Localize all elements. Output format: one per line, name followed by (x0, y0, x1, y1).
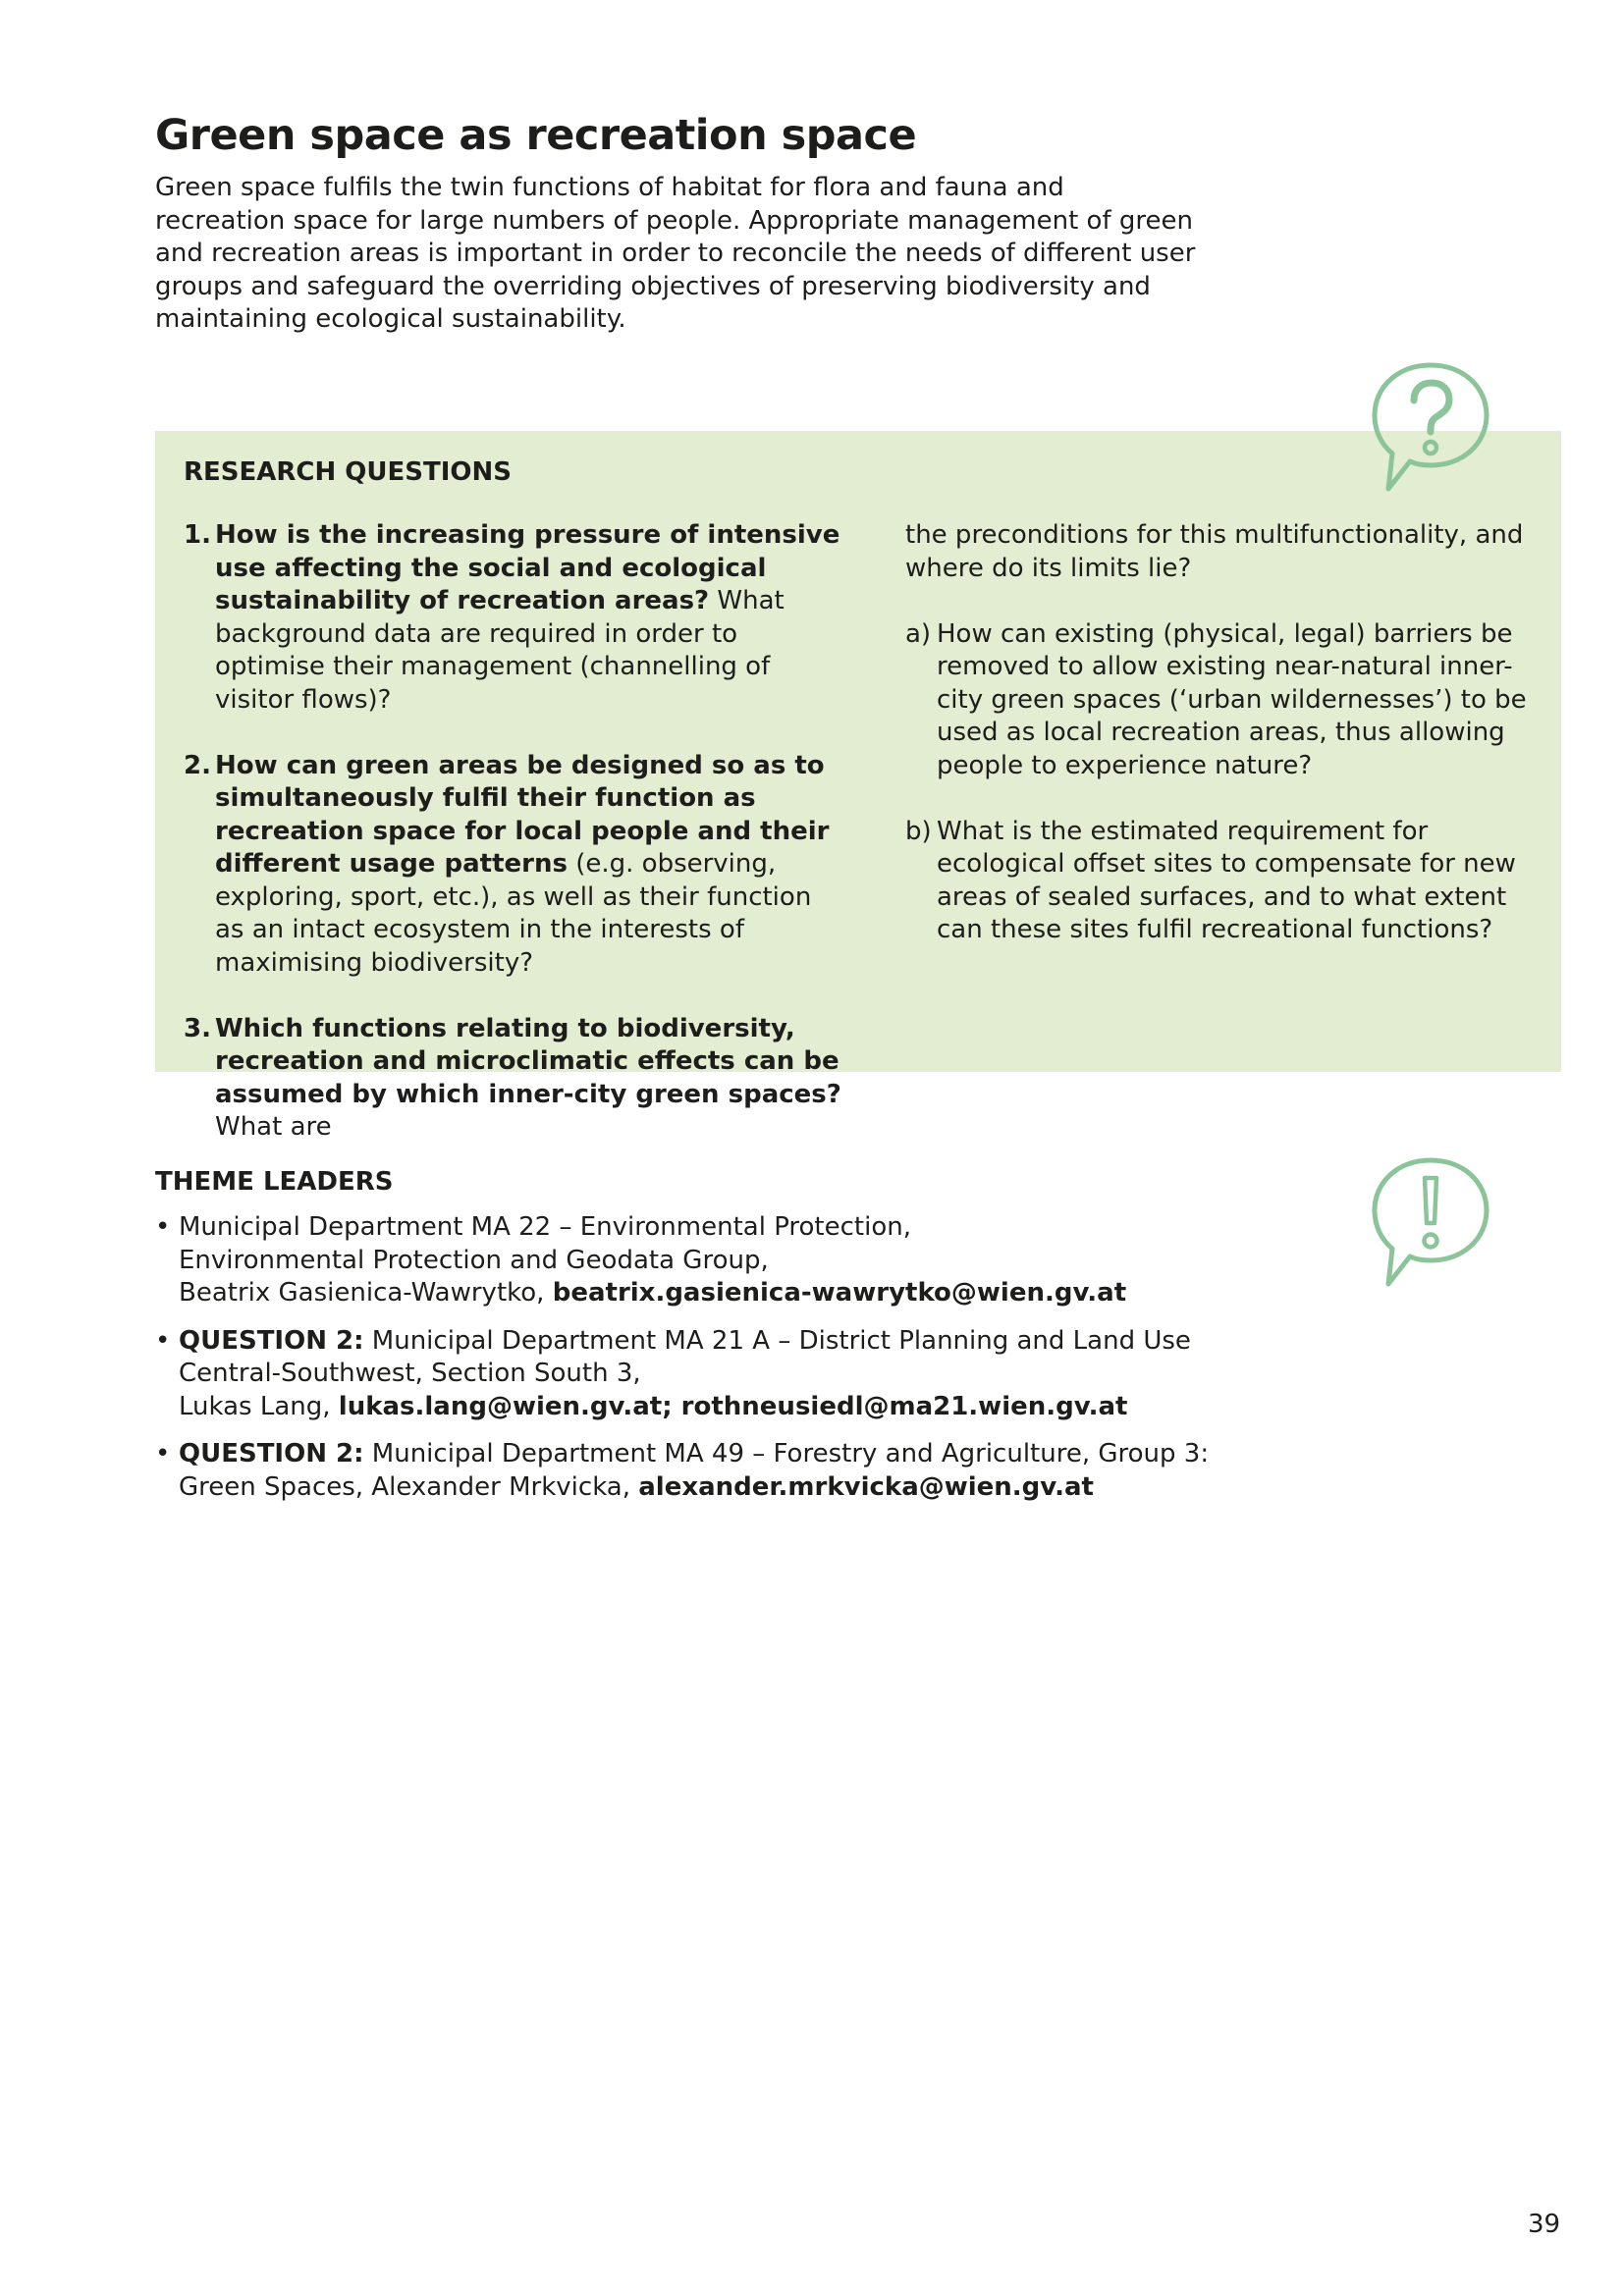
question-number: 1. (184, 520, 211, 550)
leader-line: Lukas Lang, (179, 1391, 339, 1421)
subquestion-text: How can existing (physical, legal) barriers be removed to allow existing near-natural inner-city green spaces (‘urban wildernesses’) to be used as local recreation areas, thus allowing people to experience nature? (937, 618, 1527, 780)
leader-line: Green Spaces, Alexander Mrkvicka, (179, 1471, 639, 1502)
leader-line: Environmental Protection and Geodata Group, (179, 1245, 769, 1275)
question-item (184, 750, 841, 981)
bullet: • (155, 1212, 171, 1242)
page-title: Green space as recreation space (155, 111, 917, 160)
subquestion-letter: b) (905, 816, 932, 846)
theme-leaders-heading: THEME LEADERS (155, 1167, 394, 1197)
email-link[interactable]: lukas.lang@wien.gv.at; rothneusiedl@ma21.wien.gv.at (338, 1391, 1128, 1421)
question-continuation: the preconditions for this multifunctionality, and where do its limits lie? (905, 520, 1524, 583)
exclamation-bubble-icon (1367, 1154, 1494, 1292)
question-number: 3. (184, 1013, 211, 1043)
research-column-right (905, 519, 1534, 980)
bullet: • (155, 1439, 171, 1468)
research-questions-heading: RESEARCH QUESTIONS (184, 457, 513, 487)
leader-line: Central-Southwest, Section South 3, (179, 1359, 641, 1388)
email-link[interactable]: alexander.mrkvicka@wien.gv.at (638, 1471, 1094, 1502)
question-item (184, 1013, 841, 1145)
question-number: 2. (184, 750, 211, 780)
leader-line: Municipal Department MA 49 – Forestry and Agriculture, Group 3: (363, 1439, 1210, 1468)
question-label: QUESTION 2: (179, 1325, 364, 1356)
page-number: 39 (1528, 2210, 1561, 2239)
subquestion-item (905, 816, 1534, 947)
leader-line: Beatrix Gasienica-Wawrytko, (179, 1278, 553, 1308)
question-bubble-icon (1367, 359, 1494, 497)
intro-paragraph: Green space fulfils the twin functions of habitat for flora and fauna and recreation space for large numbers of people. Appropriate management of green and recreation areas is important in order to reconcile the needs of different user groups and safeguard the overriding objectives of preserving biodiversity and maintaining ecological sustainability. (155, 173, 1196, 334)
question-text: (e.g. observing, exploring, sport, etc.), as well as their function as an intact ecosystem in the interests of maximising biodiversity? (215, 849, 812, 978)
list-item (155, 1438, 1245, 1504)
subquestion-item (905, 618, 1534, 783)
question-text: What are (215, 1112, 332, 1142)
leader-line: Municipal Department MA 21 A – District Planning and Land Use (363, 1325, 1191, 1356)
research-column-left (184, 519, 841, 1177)
bullet: • (155, 1325, 171, 1356)
list-item (155, 1211, 1245, 1310)
question-bold-text: How can green areas be designed so as to simultaneously fulfil their function as recreation space for local people and their different usage patterns (215, 750, 830, 879)
question-item (184, 519, 841, 717)
leader-line: Municipal Department MA 22 – Environmental Protection, (179, 1212, 911, 1242)
question-bold-text: Which functions relating to biodiversity, recreation and microclimatic effects can be assumed by which inner-city green spaces? (215, 1013, 841, 1109)
research-questions-box (155, 431, 1561, 1142)
question-text: What background data are required in order to optimise their management (channelling of visitor flows)? (215, 586, 785, 715)
subquestion-text: What is the estimated requirement for ecological offset sites to compensate for new areas of sealed surfaces, and to what extent can these sites fulfil recreational functions? (937, 816, 1516, 944)
question-label: QUESTION 2: (179, 1439, 364, 1468)
question-bold-text: How is the increasing pressure of intensive use affecting the social and ecological sustainability of recreation areas? (215, 520, 840, 615)
theme-leaders-list (155, 1211, 1245, 1519)
subquestion-letter: a) (905, 618, 932, 649)
list-item (155, 1325, 1245, 1424)
email-link[interactable]: beatrix.gasienica-wawrytko@wien.gv.at (552, 1278, 1127, 1308)
